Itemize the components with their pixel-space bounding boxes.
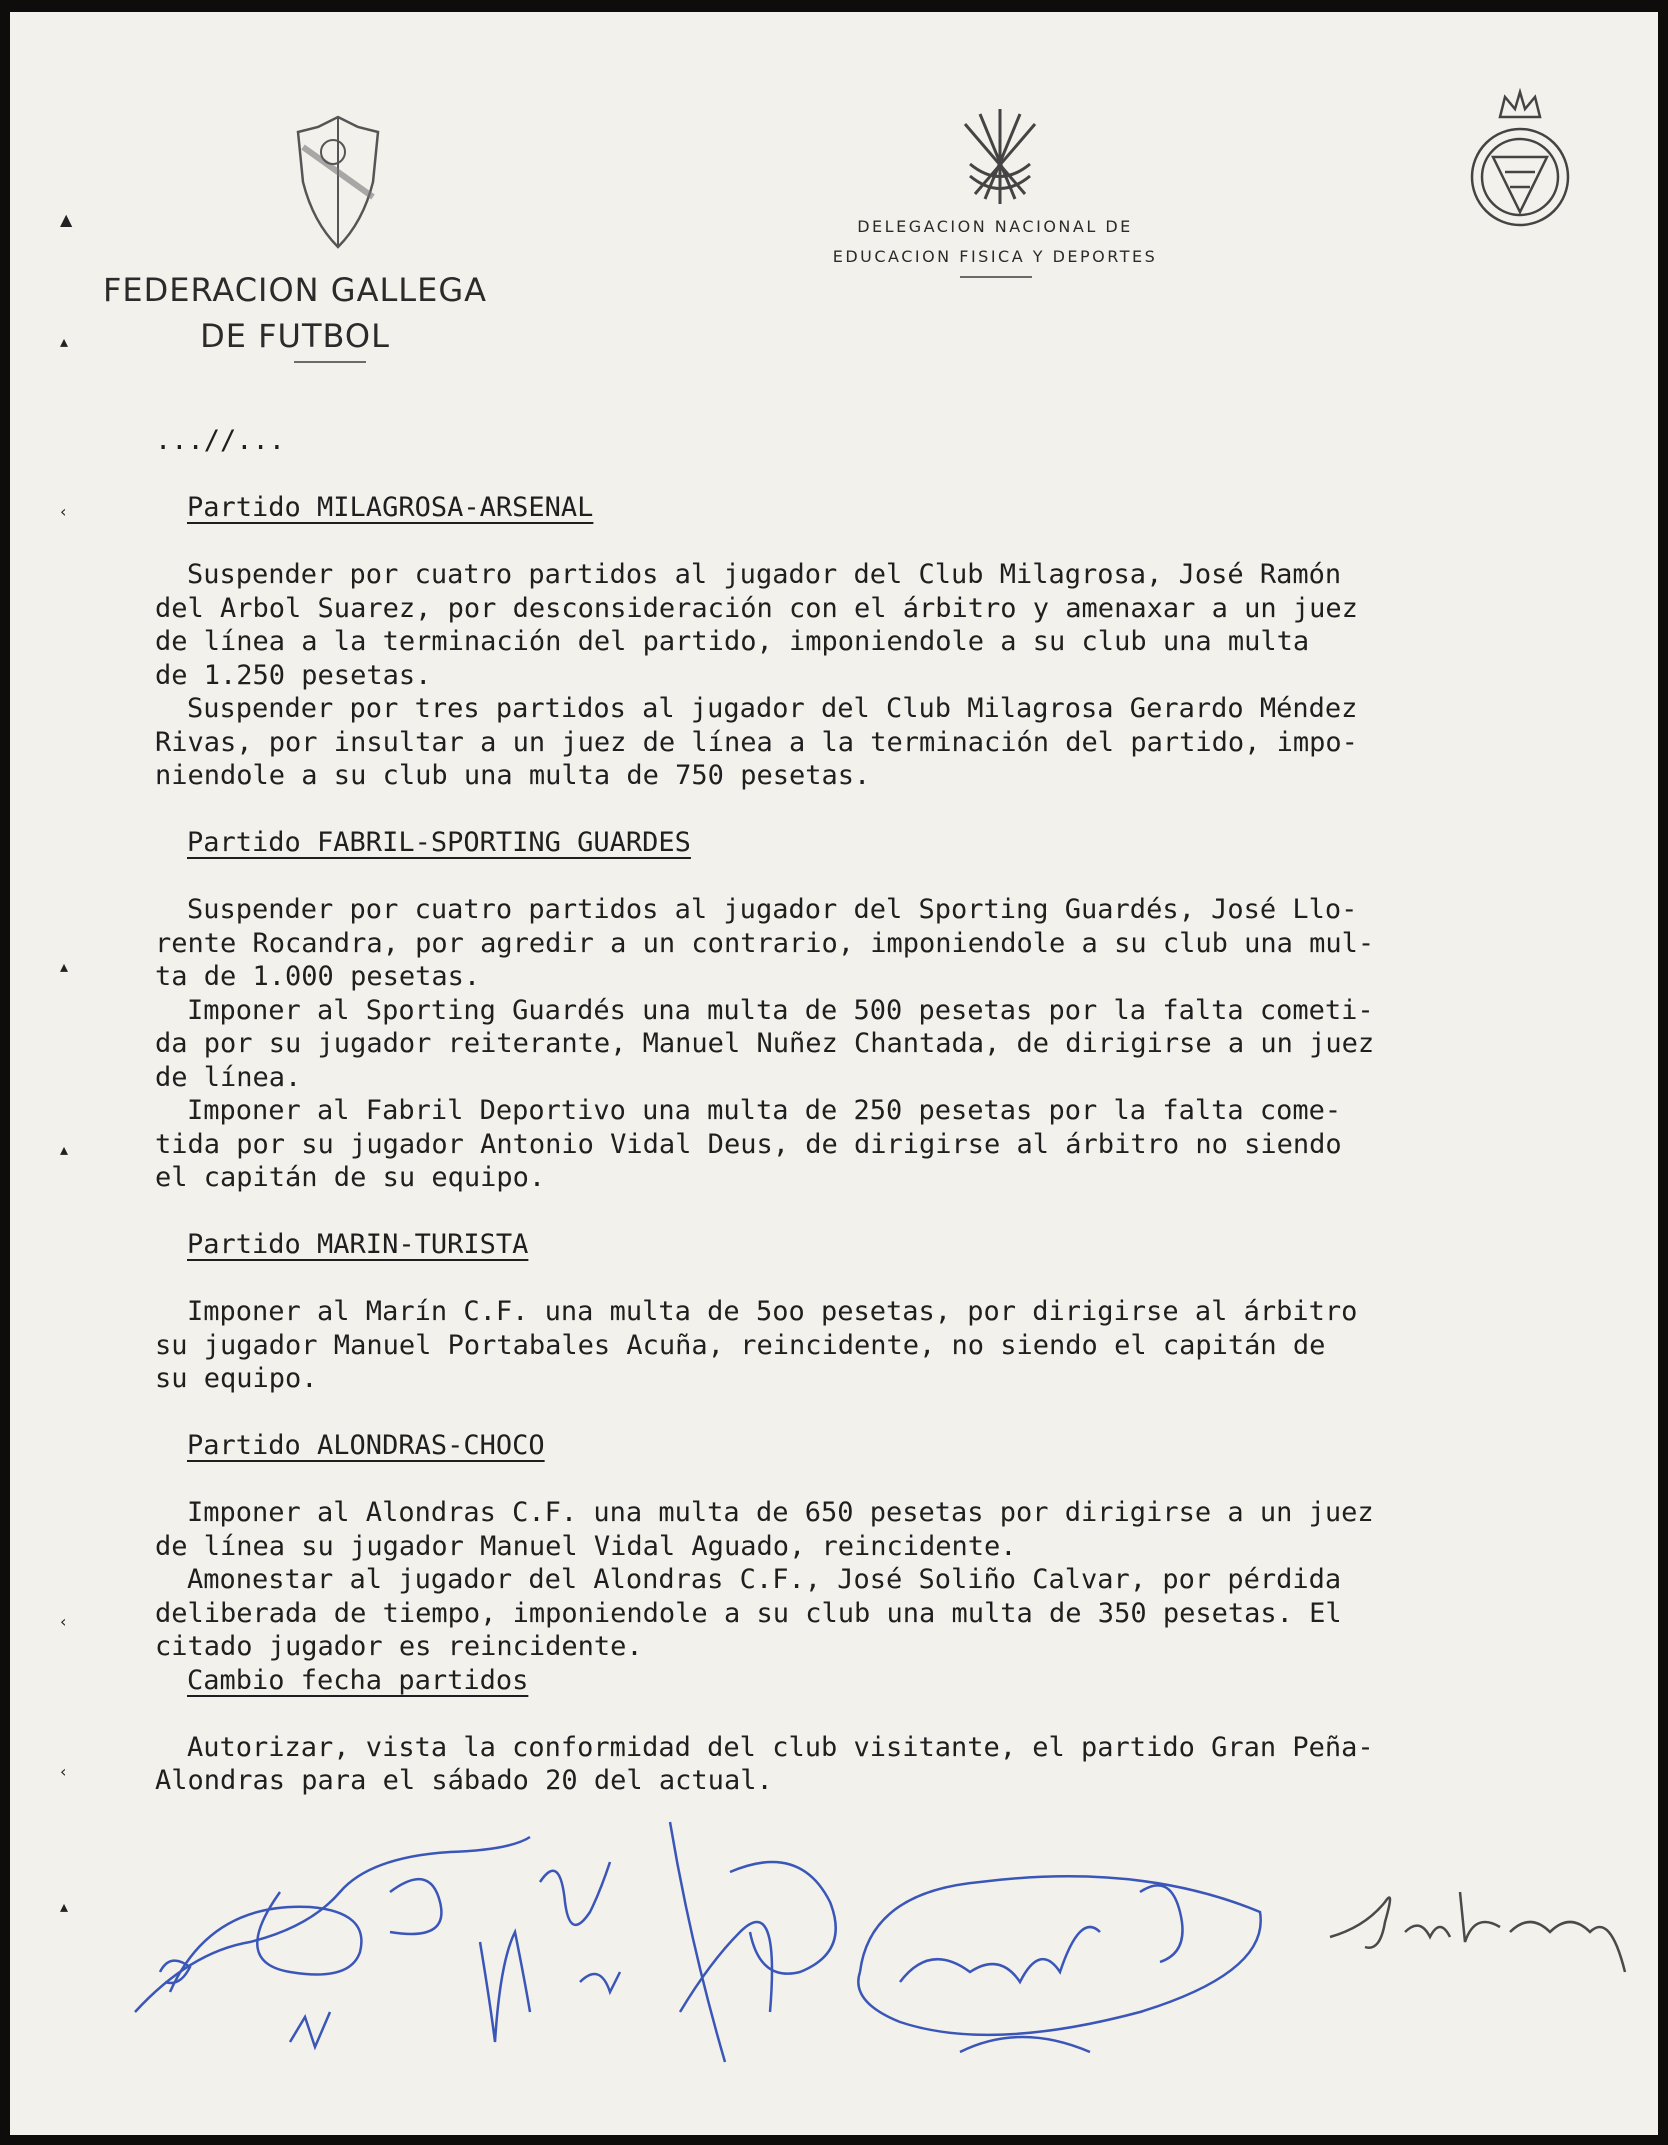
- binding-mark: ‹: [60, 1762, 67, 1781]
- body-line: Autorizar, vista la conformidad del club visitante, el partido Gran Peña-: [187, 1731, 1374, 1763]
- binding-mark: ▴: [60, 1140, 69, 1159]
- body-line: citado jugador es reincidente.: [155, 1631, 643, 1662]
- signature-3: [650, 1812, 870, 2072]
- binding-mark: ▴: [60, 332, 69, 351]
- body-line: de línea a la terminación del partido, imponiendole a su club una multa: [155, 626, 1310, 657]
- body-line: de línea.: [155, 1061, 302, 1093]
- blank-line: [155, 525, 1655, 559]
- body-line: Imponer al Sporting Guardés una multa de 500 pesetas por la falta cometi-: [187, 994, 1374, 1026]
- body-line: rente Rocandra, por agredir a un contrario, imponiendole a su club una mul-: [155, 927, 1375, 959]
- federation-name: [10, 267, 580, 359]
- blank-line: [155, 1396, 1655, 1430]
- body-line: ...//...: [155, 425, 286, 456]
- body-line: de 1.250 pesetas.: [155, 659, 432, 691]
- signature-2: [470, 1842, 630, 2062]
- binding-mark: ▴: [60, 957, 69, 976]
- blank-line: [155, 458, 1655, 492]
- section-heading: Partido MILAGROSA-ARSENAL: [187, 492, 594, 523]
- blank-line: [155, 1697, 1655, 1731]
- body-line: Alondras para el sábado 20 del actual.: [155, 1765, 773, 1796]
- blank-line: [155, 1195, 1655, 1229]
- body-line: Imponer al Marín C.F. una multa de 5oo pesetas, por dirigirse al árbitro: [187, 1296, 1358, 1327]
- body-line: Imponer al Fabril Deportivo una multa de 250 pesetas por la falta come-: [187, 1095, 1342, 1126]
- blank-line: [155, 1262, 1655, 1296]
- body-line: el capitán de su equipo.: [155, 1162, 546, 1193]
- binding-mark: ‹: [60, 1612, 67, 1631]
- binding-mark: ‹: [60, 502, 67, 521]
- federation-line-1: FEDERACION GALLEGA: [102, 271, 488, 309]
- binding-mark: ▴: [60, 1897, 69, 1916]
- body-line: su jugador Manuel Portabales Acuña, reincidente, no siendo el capitán de: [155, 1329, 1326, 1361]
- section-heading: Partido FABRIL-SPORTING GUARDES: [187, 827, 691, 858]
- blank-line: [155, 1463, 1655, 1497]
- delegation-line-1: DELEGACION NACIONAL DE: [857, 217, 1133, 236]
- body-line: da por su jugador reiterante, Manuel Nuñez Chantada, de dirigirse a un juez: [155, 1028, 1375, 1059]
- blank-line: [155, 793, 1655, 827]
- federation-line-2: DE FUTBOL: [200, 317, 390, 355]
- body-line: Amonestar al jugador del Alondras C.F., José Soliño Calvar, por pérdida: [187, 1564, 1342, 1595]
- body-line: del Arbol Suarez, por desconsideración con el árbitro y amenaxar a un juez: [155, 592, 1358, 624]
- delegation-rule: [960, 276, 1032, 278]
- body-line: Suspender por tres partidos al jugador del Club Milagrosa Gerardo Méndez: [187, 693, 1358, 724]
- body-line: Suspender por cuatro partidos al jugador del Sporting Guardés, José Llo-: [187, 894, 1358, 925]
- body-line: ta de 1.000 pesetas.: [155, 961, 481, 992]
- binding-mark: ▲: [60, 210, 73, 229]
- resolution-body: [155, 424, 1655, 1798]
- federation-shield-logo: [288, 112, 388, 252]
- body-line: de línea su jugador Manuel Vidal Aguado, reincidente.: [155, 1530, 1017, 1562]
- section-heading: Partido MARIN-TURISTA: [187, 1229, 529, 1260]
- body-line: tida por su jugador Antonio Vidal Deus, de dirigirse al árbitro no siendo: [155, 1128, 1342, 1160]
- delegation-name: [765, 212, 1225, 272]
- body-line: Rivas, por insultar a un juez de línea a la terminación del partido, impo-: [155, 726, 1358, 758]
- body-line: niendole a su club una multa de 750 pesetas.: [155, 760, 871, 791]
- document-page: [10, 12, 1658, 2135]
- federation-rule: [294, 361, 366, 363]
- section-heading: Partido ALONDRAS-CHOCO: [187, 1430, 545, 1461]
- blank-line: [155, 860, 1655, 894]
- body-line: Suspender por cuatro partidos al jugador del Club Milagrosa, José Ramón: [187, 559, 1342, 590]
- signature-4: [840, 1852, 1280, 2082]
- body-line: Imponer al Alondras C.F. una multa de 650 pesetas por dirigirse a un juez: [187, 1497, 1374, 1528]
- body-line: su equipo.: [155, 1363, 318, 1394]
- yoke-and-arrows-emblem: [955, 104, 1045, 214]
- crowned-crest-logo: [1465, 87, 1575, 237]
- section-heading: Cambio fecha partidos: [187, 1664, 529, 1696]
- body-line: deliberada de tiempo, imponiendole a su club una multa de 350 pesetas. El: [155, 1597, 1342, 1629]
- delegation-line-2: EDUCACION FISICA Y DEPORTES: [832, 247, 1158, 266]
- signature-5: [1325, 1872, 1655, 2002]
